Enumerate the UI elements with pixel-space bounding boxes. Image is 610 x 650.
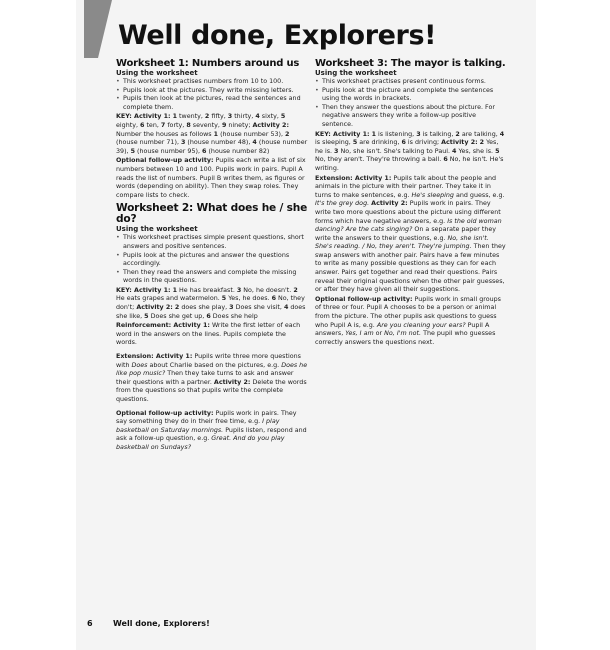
worksheet-1-title: Worksheet 1: Numbers around us <box>116 58 300 69</box>
worksheet-2-title: Worksheet 2: What does he / she do? <box>116 202 308 226</box>
ws2-followup: Optional follow-up activity: Pupils work in pairs. They say something they do in their free time, e.g. I play basketball on Saturday mornings. Pupils listen, respond and ask a follow-up question, e.g. Great. And do you play basketball on Sundays? <box>116 409 307 451</box>
list-item: • Pupils then look at the pictures, read the sentences and complete them. <box>116 95 308 112</box>
ws2-using-heading: Using the worksheet <box>116 225 198 234</box>
list-item: • Pupils look at the pictures and answer the questions accordingly. <box>116 252 308 269</box>
corner-tab-decoration <box>84 0 98 58</box>
ws3-key: KEY: Activity 1: 1 is listening, 3 is talking, 2 are talking, 4 is sleeping, 5 are drinking, 6 is driving; Activity 2: 2 Yes, he is. 3 No, she isn't. She's talking to Paul. 4 Yes, she is. 5 No, they aren't. They're throwing a ball. 6 No, he isn't. He's writing. <box>315 130 505 172</box>
list-item: • Pupils look at the pictures. They write missing letters. <box>116 87 308 96</box>
page-number: 6 <box>87 619 93 628</box>
page-title: Well done, Explorers! <box>118 20 437 51</box>
list-item: • Then they answer the questions about the picture. For negative answers they write a follow-up positive sentence. <box>315 104 507 130</box>
ws1-using-heading: Using the worksheet <box>116 69 198 77</box>
list-item: • This worksheet practises present continuous forms. <box>315 78 507 87</box>
ws1-followup: Optional follow-up activity: Pupils each write a list of six numbers between 10 and 100. Pupils work in pairs. Pupil A reads the list of numbers. Pupil B writes them, as figures or words (depending on ability). Then they swap roles. They compare lists to check. <box>116 157 306 199</box>
left-column <box>116 58 308 453</box>
ws1-key: KEY: Activity 1: 1 twenty, 2 fifty, 3 thirty, 4 sixty, 5 eighty, 6 ten, 7 forty, 8 seventy, 9 ninety; Activity 2: Number the houses as follows 1 (house number 53), 2 (house number 71), 3 (house number 48), 4 (house number 39), 5 (house number 95), 6 (house number 82) <box>116 113 308 155</box>
right-column <box>315 58 507 347</box>
list-item: • Pupils look at the picture and complete the sentences using the words in brackets. <box>315 87 507 104</box>
ws2-reinforcement: Reinforcement: Activity 1: Write the first letter of each word in the answers on the lines. Pupils complete the words. <box>116 322 301 347</box>
list-item: • This worksheet practises simple present questions, short answers and positive sentences. <box>116 234 308 251</box>
ws2-bullet-list <box>116 234 308 286</box>
ws3-followup: Optional follow-up activity: Pupils work in small groups of three or four. Pupil A chooses to be a person or animal from the picture. The other pupils ask questions to guess who Pupil A is, e.g. Are you cleaning your ears? Pupil A answers, Yes, I am or No, I'm not. The pupil who guesses correctly answers the questions next. <box>315 295 501 346</box>
list-item: • This worksheet practises numbers from 10 to 100. <box>116 78 308 87</box>
ws3-bullet-list <box>315 78 507 130</box>
ws3-extension: Extension: Activity 1: Pupils talk about the people and animals in the picture with their partner. They take it in turns to make sentences, e.g. He's sleeping and guess, e.g. It's the grey dog. Activity 2: Pupils work in pairs. They write two more questions about the picture using different forms which have negative answers, e.g. Is the old woman dancing? Are the cats singing? On a separate paper they write the answers to their questions, e.g. No, she isn't. She's reading. / No, they aren't. They're jumping. Then they swap answers with another pair. Pairs have a few minutes to write as many possible questions as they can for each answer. Pairs get together and read their questions. Pairs reveal their original questions when the other pair guesses, or after they have given all their suggestions. <box>315 174 506 294</box>
ws2-key: KEY: Activity 1: 1 He has breakfast. 3 No, he doesn't. 2 He eats grapes and watermelon. 5 Yes, he does. 6 No, they don't; Activity 2: 2 does she play, 3 Does she visit, 4 does she like, 5 Does she get up, 6 Does she help <box>116 286 306 320</box>
page-footer <box>87 619 210 628</box>
ws3-using-heading: Using the worksheet <box>315 69 397 77</box>
footer-title: Well done, Explorers! <box>113 619 210 628</box>
ws2-extension: Extension: Activity 1: Pupils write three more questions with Does about Charlie based on the pictures, e.g. Does he like pop music? Then they take turns to ask and answer their questions with a partner. Activity 2: Delete the words from the questions so that pupils write the complete questions. <box>116 353 308 403</box>
list-item: • Then they read the answers and complete the missing words in the questions. <box>116 269 308 286</box>
worksheet-3-title: Worksheet 3: The mayor is talking. <box>315 58 506 69</box>
ws1-bullet-list <box>116 78 308 112</box>
